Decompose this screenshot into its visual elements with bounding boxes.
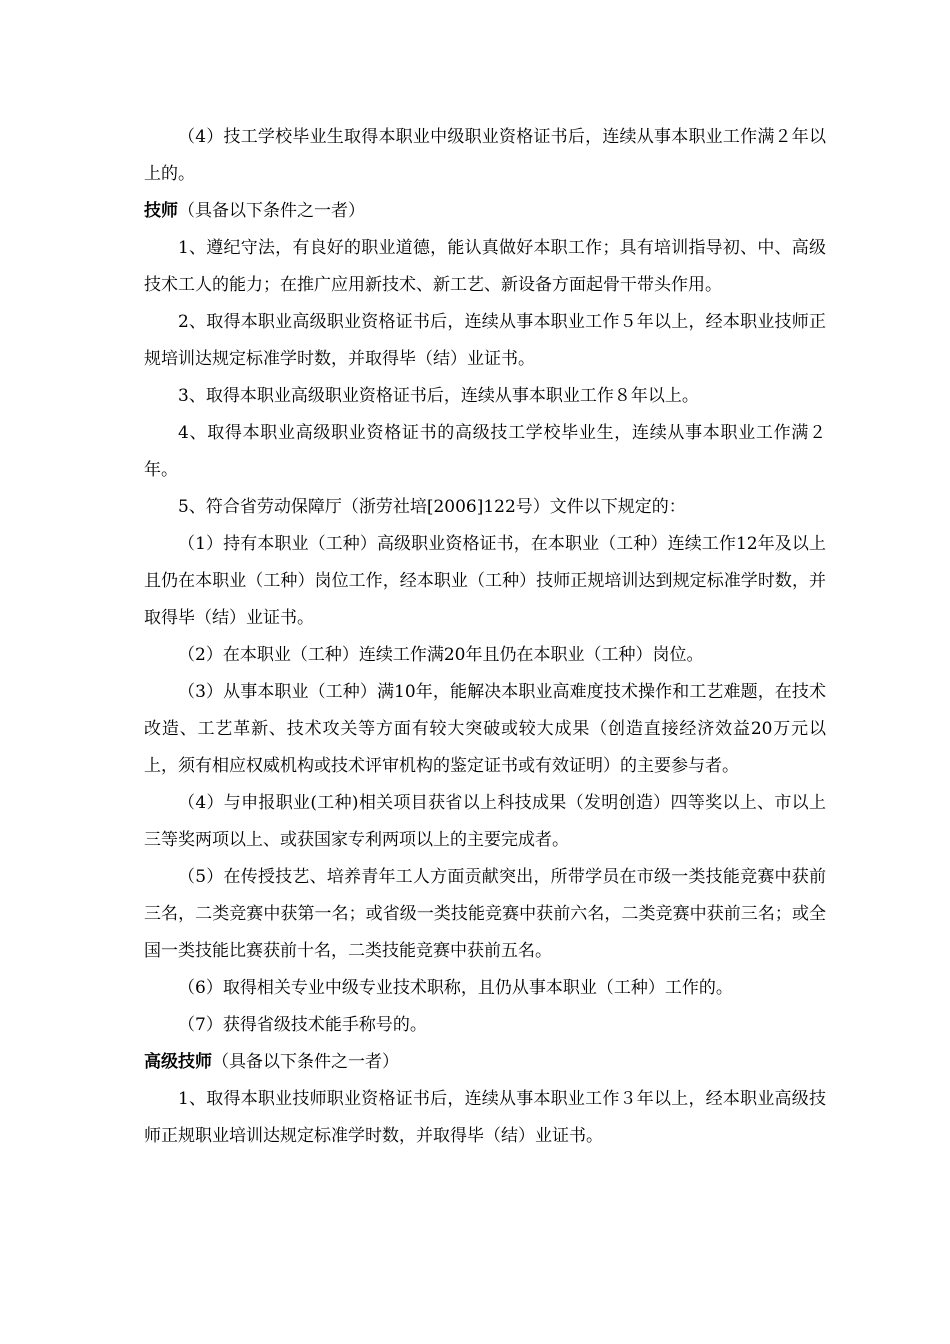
paragraph-condition-2: 2、取得本职业高级职业资格证书后，连续从事本职业工作５年以上，经本职业技师正规培训达规定标准学时数，并取得毕（结）业证书。 bbox=[144, 312, 826, 369]
paragraph-subcondition-6: （6）取得相关专业中级专业技术职称，且仍从事本职业（工种）工作的。 bbox=[178, 978, 733, 998]
heading-rest-text: （具备以下条件之一者） bbox=[212, 1052, 399, 1072]
paragraph-technician-school-graduate: （4）技工学校毕业生取得本职业中级职业资格证书后，连续从事本职业工作满２年以上的。 bbox=[144, 127, 826, 184]
paragraph-subcondition-2: （2）在本职业（工种）连续工作满20年且仍在本职业（工种）岗位。 bbox=[178, 645, 704, 665]
heading-bold-text: 高级技师 bbox=[144, 1052, 212, 1072]
paragraph-subcondition-4: （4）与申报职业(工种)相关项目获省以上科技成果（发明创造）四等奖以上、市以上三等奖两项以上、或获国家专利两项以上的主要完成者。 bbox=[144, 793, 826, 850]
section-heading-technician bbox=[144, 193, 826, 230]
heading-bold-text: 技师 bbox=[144, 201, 178, 221]
paragraph-senior-condition-1: 1、取得本职业技师职业资格证书后，连续从事本职业工作３年以上，经本职业高级技师正规职业培训达规定标准学时数，并取得毕（结）业证书。 bbox=[144, 1089, 826, 1146]
paragraph-condition-4: 4、取得本职业高级职业资格证书的高级技工学校毕业生，连续从事本职业工作满２年。 bbox=[144, 423, 826, 480]
paragraph-condition-1: 1、遵纪守法，有良好的职业道德，能认真做好本职工作；具有培训指导初、中、高级技术工人的能力；在推广应用新技术、新工艺、新设备方面起骨干带头作用。 bbox=[144, 238, 826, 295]
document-body bbox=[144, 119, 826, 1155]
paragraph-subcondition-5: （5）在传授技艺、培养青年工人方面贡献突出，所带学员在市级一类技能竞赛中获前三名，二类竞赛中获第一名；或省级一类技能竞赛中获前六名，二类竞赛中获前三名；或全国一类技能比赛获前十名，二类技能竞赛中获前五名。 bbox=[144, 867, 826, 961]
heading-rest-text: （具备以下条件之一者） bbox=[178, 201, 365, 221]
paragraph-condition-3: 3、取得本职业高级职业资格证书后，连续从事本职业工作８年以上。 bbox=[178, 386, 699, 406]
paragraph-subcondition-3: （3）从事本职业（工种）满10年，能解决本职业高难度技术操作和工艺难题，在技术改造、工艺革新、技术攻关等方面有较大突破或较大成果（创造直接经济效益20万元以上，须有相应权威机构或技术评审机构的鉴定证书或有效证明）的主要参与者。 bbox=[144, 682, 826, 776]
paragraph-condition-5: 5、符合省劳动保障厅（浙劳社培[2006]122号）文件以下规定的： bbox=[178, 497, 686, 517]
section-heading-senior-technician bbox=[144, 1044, 826, 1081]
paragraph-subcondition-7: （7）获得省级技术能手称号的。 bbox=[178, 1015, 427, 1035]
paragraph-subcondition-1: （1）持有本职业（工种）高级职业资格证书，在本职业（工种）连续工作12年及以上且仍在本职业（工种）岗位工作，经本职业（工种）技师正规培训达到规定标准学时数，并取得毕（结）业证书。 bbox=[144, 534, 826, 628]
